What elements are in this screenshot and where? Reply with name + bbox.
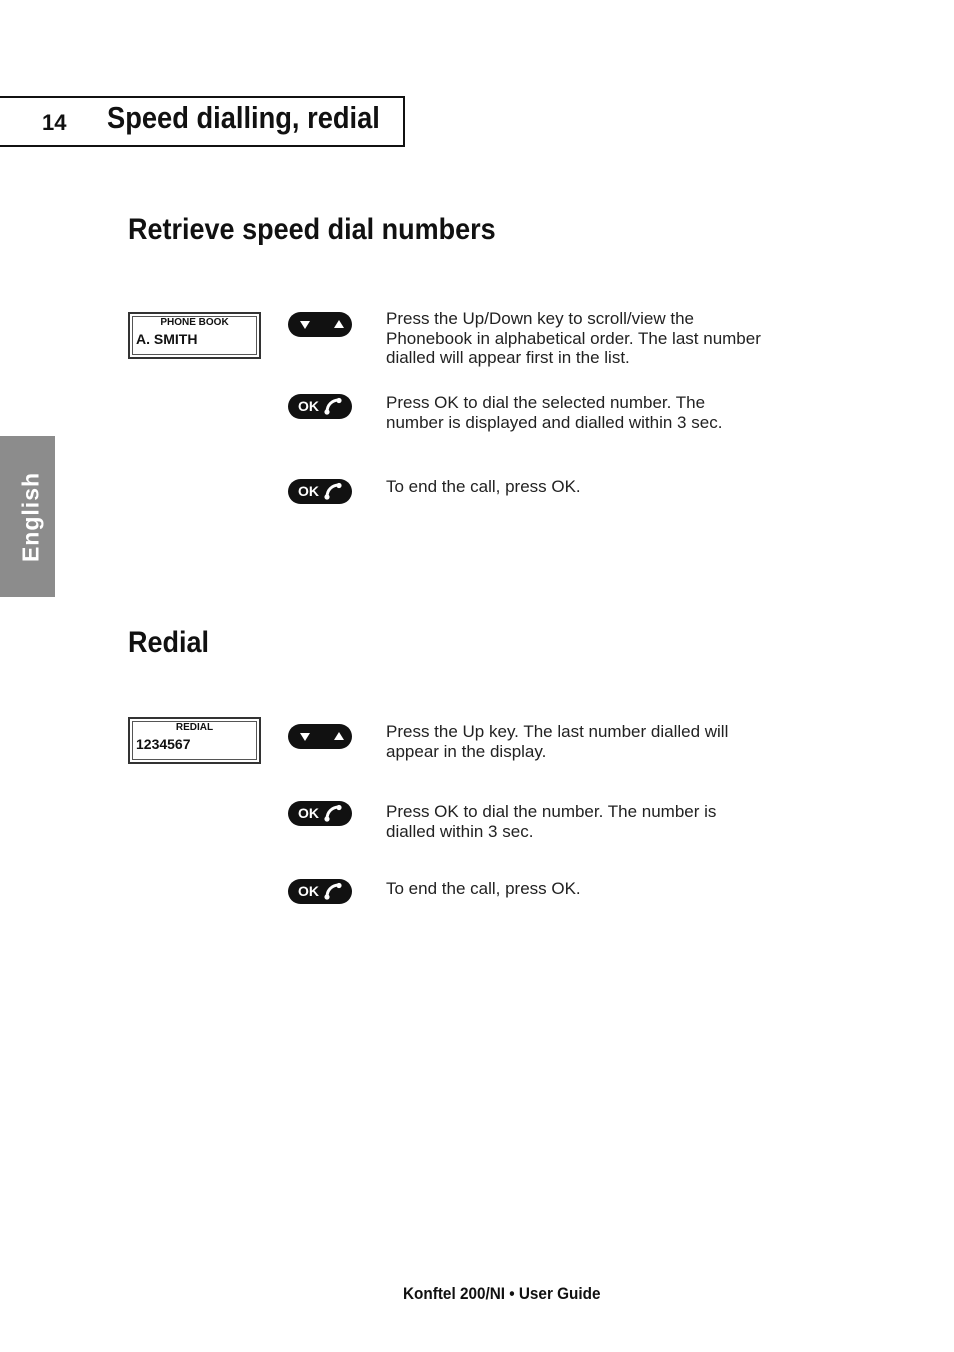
language-tab-label: English: [17, 471, 44, 563]
redial-display: [128, 717, 261, 764]
ok-key-label: OK: [298, 883, 319, 899]
display-main-text: 1234567: [136, 736, 191, 752]
display-main-text: A. SMITH: [136, 331, 198, 347]
ok-key-label: OK: [298, 398, 319, 414]
display-top-label: PHONE BOOK: [160, 317, 229, 328]
instruction-text: Press the Up/Down key to scroll/view the Phonebook in alphabetical order. The last number dialled will appear first in the list.: [386, 309, 761, 367]
ok-key-label: OK: [298, 805, 319, 821]
handset-icon: [288, 479, 352, 504]
ok-key-label: OK: [298, 483, 319, 499]
section-title-retrieve: Retrieve speed dial numbers: [128, 213, 496, 246]
updown-key: [288, 724, 352, 749]
phonebook-display: [128, 312, 261, 359]
ok-key: [288, 879, 352, 904]
display-top-label: REDIAL: [175, 722, 214, 733]
footer: Konftel 200/NI • User Guide: [403, 1284, 601, 1303]
ok-key: [288, 801, 352, 826]
handset-icon: [288, 394, 352, 419]
instruction-text: To end the call, press OK.: [386, 879, 581, 898]
page-number: 14: [42, 110, 67, 135]
instruction-text: Press OK to dial the selected number. The number is displayed and dialled within 3 sec.: [386, 393, 723, 432]
handset-icon: [288, 879, 352, 904]
updown-key: [288, 312, 352, 337]
page-title: Speed dialling, redial: [107, 100, 380, 135]
updown-arrows-icon: [288, 312, 352, 337]
handset-icon: [288, 801, 352, 826]
updown-arrows-icon: [288, 724, 352, 749]
instruction-text: Press OK to dial the number. The number is dialled within 3 sec.: [386, 802, 717, 841]
section-title-redial: Redial: [128, 626, 210, 659]
ok-key: [288, 479, 352, 504]
instruction-text: Press the Up key. The last number dialled will appear in the display.: [386, 722, 729, 761]
instruction-text: To end the call, press OK.: [386, 477, 581, 496]
ok-key: [288, 394, 352, 419]
